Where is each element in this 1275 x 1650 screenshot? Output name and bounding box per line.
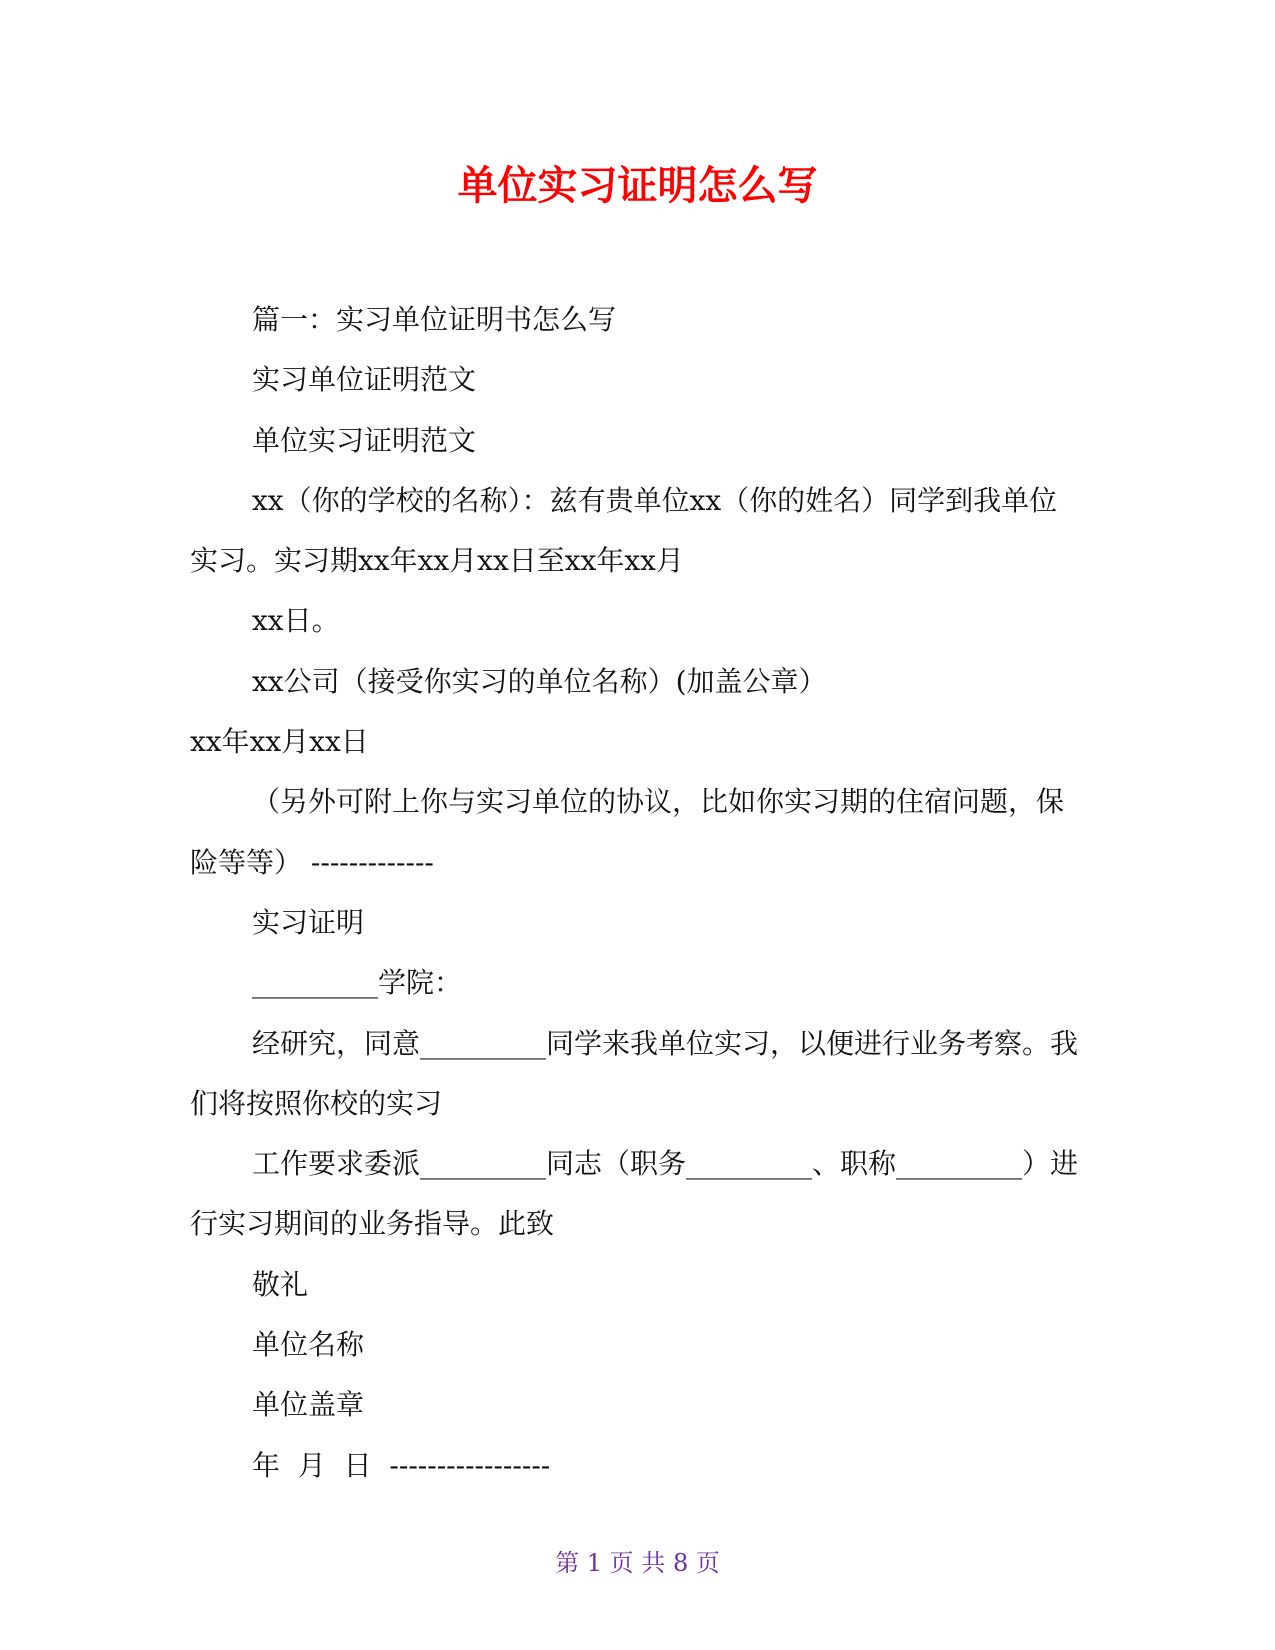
paragraph: 敬礼 — [252, 1267, 309, 1301]
page-number-footer: 第 1 页 共 8 页 — [555, 1549, 720, 1577]
paragraph: xx公司（接受你实习的单位名称）(加盖公章） — [252, 664, 827, 698]
paragraph: 工作要求委派_________同志（职务_________、职称_________）进行实习期间的业务指导。此致 — [190, 1147, 1079, 1241]
paragraph: 实习证明 — [252, 905, 365, 939]
paragraph: 单位名称 — [252, 1328, 365, 1362]
paragraph: xx（你的学校的名称）：兹有贵单位xx（你的姓名）同学到我单位实习。实习期xx年xx月xx日至xx年xx月 — [190, 483, 1058, 578]
paragraph: 实习单位证明范文 — [252, 363, 477, 397]
document-body — [190, 290, 1085, 1496]
paragraph: （另外可附上你与实习单位的协议，比如你实习期的住宿问题，保险等等） ------------- — [190, 785, 1065, 879]
paragraph: xx年xx月xx日 — [190, 725, 369, 759]
paragraph: xx日。 — [252, 604, 340, 638]
paragraph: 单位实习证明范文 — [252, 423, 477, 457]
paragraph: 篇一：实习单位证明书怎么写 — [252, 303, 617, 336]
paragraph: 单位盖章 — [252, 1388, 365, 1422]
document-title: 单位实习证明怎么写 — [457, 163, 818, 209]
paragraph: 年 月 日 ----------------- — [252, 1448, 551, 1482]
paragraph: _________学院： — [252, 966, 463, 1000]
paragraph: 经研究，同意_________同学来我单位实习，以便进行业务考察。我们将按照你校的实习 — [190, 1026, 1079, 1120]
